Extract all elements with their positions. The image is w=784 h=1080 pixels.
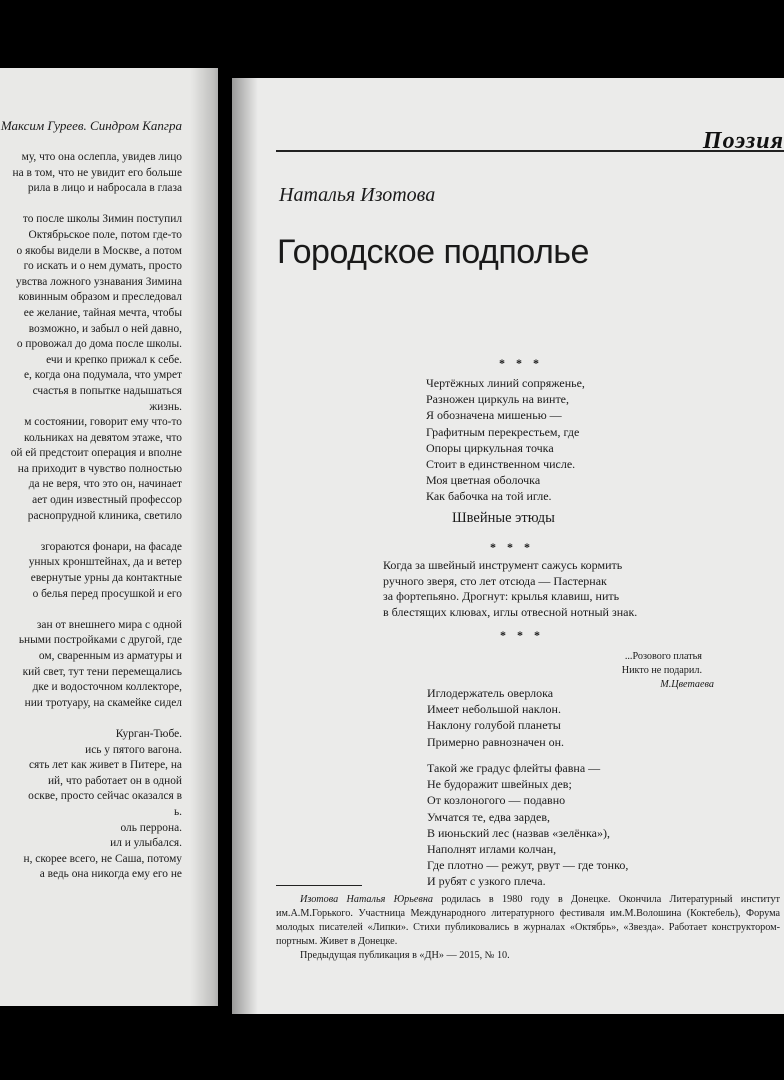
left-text-line: дке и водосточном коллекторе,	[32, 681, 182, 694]
left-text-line: го искать и о нем думать, просто	[23, 260, 182, 273]
bio-text: родилась в 1980 году в Донецке. Окончила Литературный институт им.А.М.Горького. Участница Международного литературного фестиваля им.М.Волошина (Коктебель), Форума молодых писателей «Липки». Стихи публиковались в журналах «Октябрь», «Звезда». Работает конструктором-портным. Живет в Донецке.	[276, 894, 780, 947]
left-page-text	[0, 150, 182, 883]
left-text-line: кольниках на девятом этаже, что	[24, 431, 182, 444]
left-text-line	[0, 602, 182, 618]
epigraph-attribution: М.Цветаева	[660, 679, 714, 690]
left-running-header: Максим Гуреев. Синдром Капгра	[0, 118, 182, 133]
left-text-line: му, что она ослепла, увидев лицо	[21, 151, 182, 163]
poem3-stanza1	[427, 685, 564, 750]
left-text-line	[0, 711, 182, 727]
poem3-stars: * * *	[500, 628, 544, 642]
author-name: Наталья Изотова	[279, 184, 436, 206]
poem-line: в блестящих клювах, иглы отвесной нотный знак.	[383, 604, 638, 619]
left-text-line: о якобы видели в Москве, а потом	[16, 244, 182, 257]
poem-line: ручного зверя, сто лет отсюда — Пастернак	[383, 573, 607, 588]
poem-line: Как бабочка на той игле.	[426, 489, 552, 504]
header-rule	[276, 150, 784, 152]
left-text-line: ил и улыбался.	[110, 837, 182, 850]
left-text-line: е, когда она подумала, что умрет	[23, 369, 182, 382]
poem-line: Имеет небольшой наклон.	[427, 702, 561, 717]
left-text-line: ает один известный профессор	[32, 494, 182, 507]
left-text-line: унных кронштейнах, да и ветер	[28, 556, 182, 569]
poem-line: Разножен циркуль на винте,	[426, 392, 570, 407]
left-text-line: возможно, и забыл о ней давно,	[28, 322, 182, 335]
poem-line: за фортепьяно. Дрогнут: крылья клавиш, нить	[383, 589, 620, 603]
left-text-line: на в том, что не увидит его больше	[12, 166, 182, 179]
poem-line: Моя цветная оболочка	[426, 473, 541, 488]
left-text-line: кий свет, тут тени перемещались	[22, 665, 182, 678]
bio-rule	[276, 885, 362, 886]
left-text-line: ой ей предстоит операция и вполне	[10, 447, 182, 460]
left-text-line: то после школы Зимин поступил	[22, 213, 182, 226]
left-text-line: евернутые урны да контактные	[30, 572, 182, 585]
book-gutter-shadow	[190, 68, 230, 1006]
left-text-line: зан от внешнего мира с одной	[36, 618, 182, 631]
left-text-line: ковинным образом и преследовал	[18, 291, 182, 304]
epigraph-line: ...Розового платья	[624, 651, 702, 662]
poem-line: Такой же градус флейты фавна —	[427, 761, 601, 775]
poem-line: Где плотно — режут, рвут — где тонко,	[427, 858, 629, 873]
poem-line: Чертёжных линий сопряженье,	[426, 376, 585, 390]
poem-line: От козлоногого — подавно	[427, 793, 566, 808]
cycle-subtitle: Швейные этюды	[452, 510, 555, 526]
poem3-stanza2	[427, 760, 628, 890]
left-text-line: раснопрудной клиника, светило	[27, 509, 182, 522]
poem-line: Я обозначена мишенью —	[426, 408, 562, 423]
left-text-line: увства ложного узнавания Зимина	[15, 275, 182, 288]
poem-line: Иглодержатель оверлока	[427, 686, 554, 700]
left-text-line: ом, сваренным из арматуры и	[38, 650, 182, 662]
left-text-line: ее желание, тайная мечта, чтобы	[23, 306, 182, 319]
poem-line: В июньский лес (назвав «зелёнка»),	[427, 825, 610, 840]
poem2	[383, 558, 637, 620]
left-text-line: нии тротуару, на скамейке сидел	[24, 696, 182, 709]
poem-line: Графитным перекрестьем, где	[426, 424, 580, 439]
left-text-line: о белья перед просушкой и его	[32, 587, 182, 600]
poem2-stars: * * *	[490, 540, 534, 554]
poem-line: Стоит в единственном числе.	[426, 457, 576, 472]
left-text-line: счастья в попытке надышаться	[32, 384, 182, 397]
left-text-line: на приходит в чувство полностью	[17, 462, 182, 475]
left-text-line: м состоянии, говорит ему что-то	[24, 416, 182, 429]
left-text-line: ись у пятого вагона.	[85, 743, 182, 756]
poem-line: Наполнят иглами колчан,	[427, 842, 557, 857]
poem-line: И рубят с узкого плеча.	[427, 874, 546, 889]
left-text-line: Курган-Тюбе.	[115, 727, 182, 740]
left-text-line: жизнь.	[149, 400, 182, 413]
left-text-line: ь.	[173, 805, 182, 818]
left-text-line: сять лет как живет в Питере, на	[28, 759, 182, 772]
left-text-line: рила в лицо и набросала в глаза	[27, 182, 182, 195]
section-title: Поэзия	[702, 128, 784, 154]
left-page	[0, 68, 218, 1006]
left-text-line: о провожал до дома после школы.	[16, 338, 182, 351]
left-text-line: оскве, просто сейчас оказался в	[28, 790, 182, 803]
right-page	[232, 78, 784, 1014]
epigraph-line: Никто не подарил.	[621, 665, 702, 676]
left-text-line: оль перрона.	[120, 821, 182, 834]
poem-line: Умчатся те, едва зардев,	[427, 809, 551, 824]
left-text-line: Октябрьское поле, потом где-то	[28, 228, 182, 241]
poem-line: Примерно равнозначен он.	[427, 734, 565, 749]
left-text-line	[0, 524, 182, 540]
left-text-line: ий, что работает он в одной	[47, 774, 182, 787]
bio-previous-publication: Предыдущая публикация в «ДН» — 2015, № 10.	[300, 950, 510, 961]
poem1-stars: * * *	[499, 356, 543, 370]
poem-line: Не будоражит швейных дев;	[427, 777, 572, 792]
left-text-line	[0, 197, 182, 213]
left-text-line: да не веря, что это он, начинает	[28, 478, 182, 491]
author-bio	[276, 893, 780, 963]
left-text-line: згораются фонари, на фасаде	[40, 540, 182, 553]
poem-line: Опоры циркульная точка	[426, 440, 554, 455]
poem1	[426, 375, 585, 505]
left-text-line: ечи и крепко прижал к себе.	[46, 353, 182, 366]
left-text-line: а ведь она никогда ему его не	[39, 868, 182, 881]
poem-line: Наклону голубой планеты	[427, 718, 561, 733]
poem-cycle-title: Городское подполье	[277, 233, 589, 271]
poem-line: Когда за швейный инструмент сажусь кормить	[383, 558, 623, 572]
bio-author-name: Изотова Наталья Юрьевна	[300, 894, 433, 905]
epigraph	[621, 650, 714, 692]
left-text-line: н, скорее всего, не Саша, потому	[23, 852, 182, 865]
left-text-line: ьными постройками с другой, где	[18, 634, 182, 647]
